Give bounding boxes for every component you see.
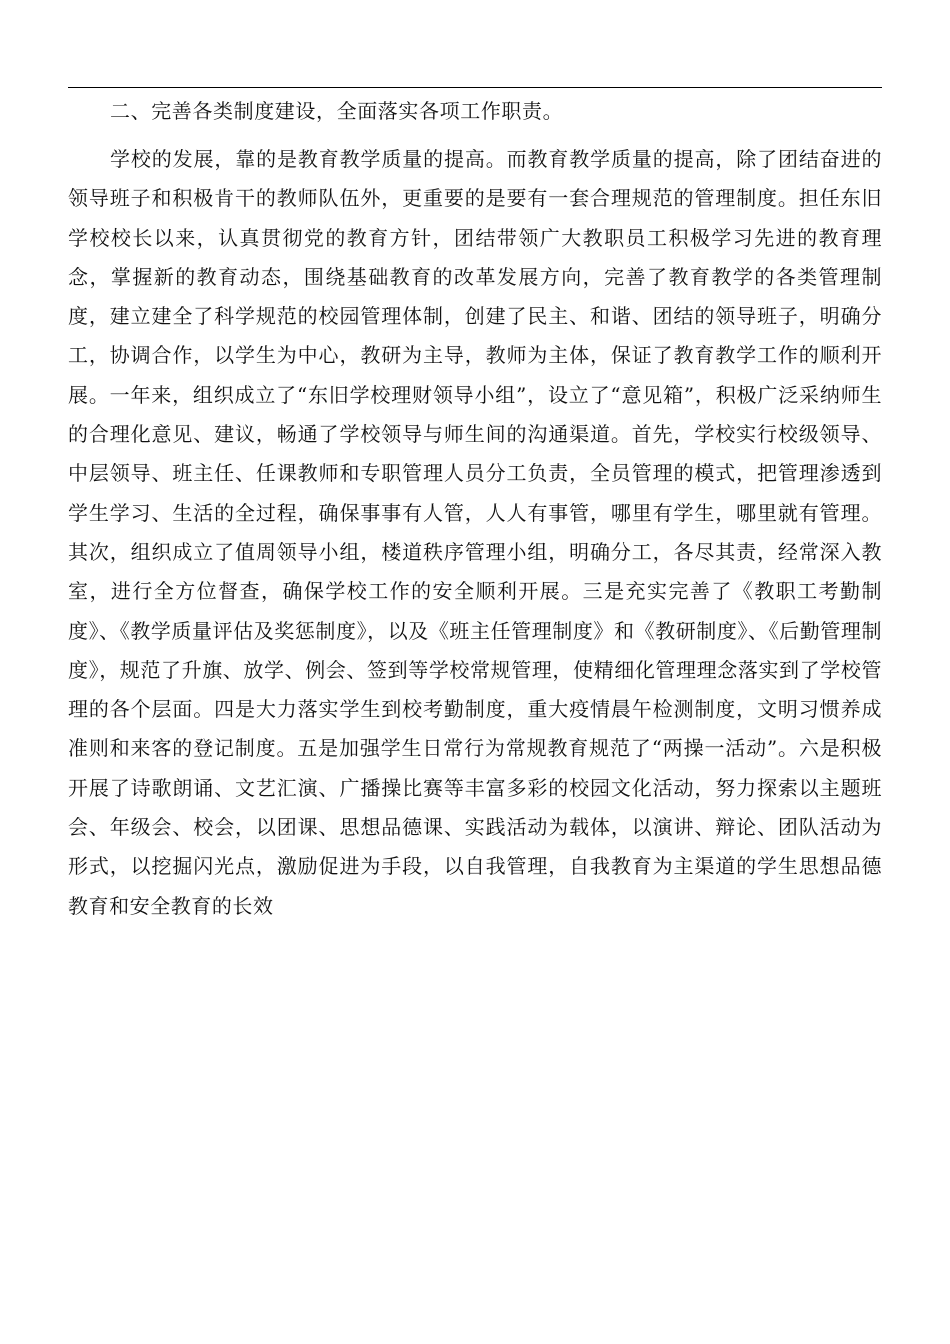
header-rule: [68, 87, 882, 88]
document-body: [68, 96, 882, 926]
section-heading: 二、完善各类制度建设，全面落实各项工作职责。: [110, 99, 564, 123]
body-paragraph: 学校的发展，靠的是教育教学质量的提高。而教育教学质量的提高，除了团结奋进的领导班子和积极肯干的教师队伍外，更重要的是要有一套合理规范的管理制度。担任东旧学校校长以来，认真贯彻党的教育方针，团结带领广大教职员工积极学习先进的教育理念，掌握新的教育动态，围绕基础教育的改革发展方向，完善了教育教学的各类管理制度，建立建全了科学规范的校园管理体制，创建了民主、和谐、团结的领导班子，明确分工，协调合作，以学生为中心，教研为主导，教师为主体，保证了教育教学工作的顺利开展。一年来，组织成立了“东旧学校理财领导小组”，设立了“意见箱”，积极广泛采纳师生的合理化意见、建议，畅通了学校领导与师生间的沟通渠道。首先，学校实行校级领导、中层领导、班主任、任课教师和专职管理人员分工负责，全员管理的模式，把管理渗透到学生学习、生活的全过程，确保事事有人管，人人有事管，哪里有学生，哪里就有管理。其次，组织成立了值周领导小组，楼道秩序管理小组，明确分工，各尽其责，经常深入教室，进行全方位督查，确保学校工作的安全顺利开展。三是充实完善了《教职工考勤制度》、《教学质量评估及奖惩制度》，以及《班主任管理制度》和《教研制度》、《后勤管理制度》，规范了升旗、放学、例会、签到等学校常规管理，使精细化管理理念落实到了学校管理的各个层面。四是大力落实学生到校考勤制度，重大疫情晨午检测制度，文明习惯养成准则和来客的登记制度。五是加强学生日常行为常规教育规范了“两操一活动”。六是积极开展了诗歌朗诵、文艺汇演、广播操比赛等丰富多彩的校园文化活动，努力探索以主题班会、年级会、校会，以团课、思想品德课、实践活动为载体，以演讲、辩论、团队活动为形式，以挖掘闪光点，激励促进为手段，以自我管理，自我教育为主渠道的学生思想品德教育和安全教育的长效: [68, 147, 882, 918]
